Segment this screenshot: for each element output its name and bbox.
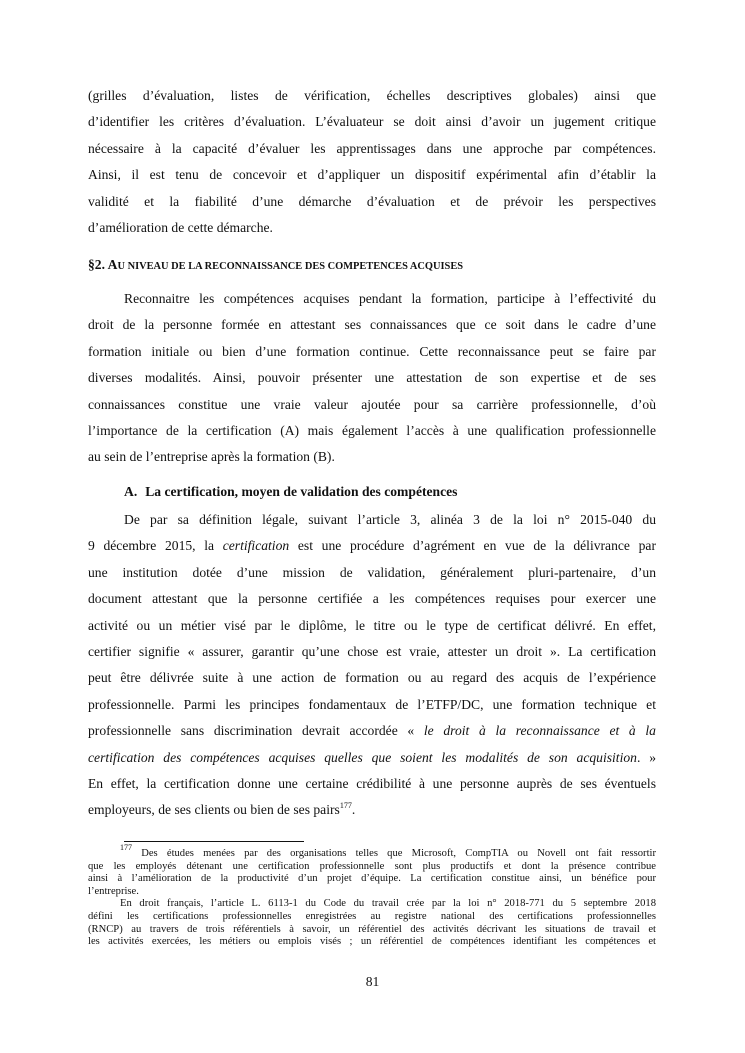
footnote-line: les activités exercées, les métiers ou emplois visés ; un référentiel de compétences identifiant les compétences et (88, 936, 656, 948)
section-number: §2. A (88, 257, 118, 272)
footnote-line: ainsi à l’amélioration de la productivité d’un projet d’équipe. La certification constitue ainsi, un bénéfice pour (88, 873, 656, 885)
paragraph-certification (88, 507, 656, 824)
footnote-line: (RNCP) au travers de trois référentiels à savoir, un référentiel des activités décrivant les situations de travail et (88, 923, 656, 935)
text-run: employeurs, de ses clients ou bien de ses pairs (88, 802, 340, 818)
text-line (88, 745, 656, 771)
section-title: U NIVEAU DE LA RECONNAISSANCE DES COMPETENCES ACQUISES (117, 261, 464, 272)
text-line: droit de la personne formée en attestant ses connaissances que ce soit dans le cadre d’une (88, 317, 656, 333)
text-line: l’importance de la certification (A) mais également l’accès à une qualification professionnelle (88, 423, 656, 439)
text-line: professionnelle. Parmi les principes fondamentaux de l’ETFP/DC, une formation technique et (88, 696, 656, 712)
paragraph-recognition (88, 286, 656, 471)
text-line: d’amélioration de cette démarche. (88, 220, 273, 236)
text-line: validité et la fiabilité d’une démarche d’évaluation et de prévoir les perspectives (88, 193, 656, 209)
footnote-separator (124, 841, 304, 842)
footnote-reference[interactable]: 177 (339, 800, 352, 810)
text-line: Ainsi, il est tenu de concevoir et d’appliquer un dispositif expérimental afin d’établir la (88, 167, 656, 183)
text-line: nécessaire à la capacité d’évaluer les apprentissages dans une approche par compétences. (88, 140, 656, 156)
footnote-line: En droit français, l’article L. 6113-1 du Code du travail crée par la loi n° 2018-771 du 5 septembre 2018 (120, 898, 656, 910)
footnote-line: l’entreprise. (88, 885, 139, 897)
text-line: (grilles d’évaluation, listes de vérification, échelles descriptives globales) ainsi que (88, 88, 656, 103)
text-line: De par sa définition légale, suivant l’article 3, alinéa 3 de la loi n° 2015-040 du (124, 512, 656, 527)
section-heading (88, 257, 463, 273)
italic-quote: le droit à la reconnaissance et à la (423, 723, 656, 739)
text-line: document attestant que la personne certifiée a les compétences requises pour exercer une (88, 591, 656, 607)
footnote-line: que les employés détenant une certification professionnelle sont plus productifs et dont la présence contribue (88, 860, 656, 872)
text-run: Des études menées par des organisations telles que Microsoft, CompTIA ou Novell ont fait ressortir (132, 848, 656, 859)
text-line: connaissances constitue une vraie valeur ajoutée pour sa carrière professionnelle, d’où (88, 396, 656, 412)
paragraph-evaluation-continued (88, 83, 656, 241)
text-line: une institution dotée d’une mission de validation, généralement pluri-partenaire, d’un (88, 564, 656, 580)
text-run: 9 décembre 2015, la (88, 538, 223, 554)
subsection-title: La certification, moyen de validation des compétences (145, 484, 458, 499)
text-line: d’identifier les critères d’évaluation. L’évaluateur se doit ainsi d’avoir un jugement critique (88, 114, 656, 130)
text-line: formation initiale ou bien d’une formation continue. Cette reconnaissance peut se faire par (88, 343, 656, 359)
text-line: certifier signifie « assurer, garantir qu’une chose est vraie, attester un droit ». La certification (88, 644, 656, 660)
subsection-letter: A. (124, 484, 138, 499)
italic-quote: certification des compétences acquises quelles que soient les modalités de son acquisition (88, 749, 637, 765)
text-line: activité ou un métier visé par le diplôme, le titre ou le type de certificat délivré. En effet, (88, 617, 656, 633)
text-run: . (351, 802, 356, 818)
subsection-heading (124, 484, 457, 500)
italic-term: certification (222, 538, 290, 554)
text-line: peut être délivrée suite à une action de formation ou au regard des acquis de l’expérience (88, 670, 656, 686)
text-line: En effet, la certification donne une certaine crédibilité à une personne auprès de ses éventuels (88, 776, 656, 792)
text-line: diverses modalités. Ainsi, pouvoir présenter une attestation de son expertise et de ses (88, 370, 656, 386)
footnote-line (88, 843, 656, 861)
text-run: professionnelle sans discrimination devrait accordée « (88, 723, 424, 739)
text-line: Reconnaitre les compétences acquises pendant la formation, participe à l’effectivité du (124, 291, 656, 306)
footnote-number: 177 (120, 843, 132, 853)
text-line: au sein de l’entreprise après la formation (B). (88, 449, 335, 465)
footnote-177 (88, 843, 656, 949)
text-line (88, 797, 656, 823)
text-run: est une procédure d’agrément en vue de la délivrance par (289, 538, 656, 554)
text-line (88, 533, 656, 559)
text-run: . » (636, 749, 657, 765)
footnote-line: défini les certifications professionnelles enregistrées au registre national des certifications professionnelles (88, 910, 656, 922)
text-line (88, 718, 656, 744)
page-number: 81 (365, 974, 380, 989)
